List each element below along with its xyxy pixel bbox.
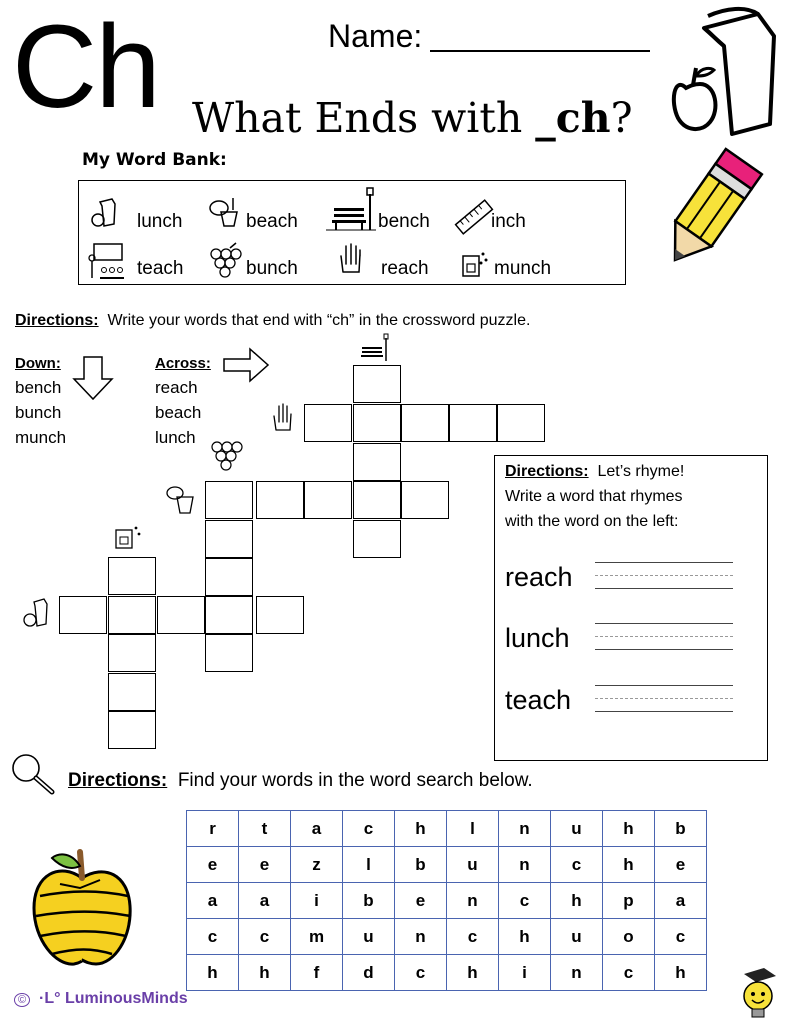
lunch-bag-apple-icon [666,6,781,134]
crossword-cell[interactable] [108,557,156,595]
word-search-letter[interactable]: u [551,811,603,847]
word-search-letter[interactable]: d [343,955,395,991]
crossword-cell[interactable] [205,481,253,519]
crossword-cell[interactable] [205,520,253,558]
munch-icon [114,524,142,552]
word-search-letter[interactable]: a [291,811,343,847]
word-search-letter[interactable]: n [447,883,499,919]
rhyme-answer-line[interactable] [595,685,733,686]
page-title: What Ends with _ch? [192,94,633,142]
footer-logo [14,990,188,1008]
word-search-letter[interactable]: l [343,847,395,883]
grapes-icon [206,242,244,282]
lunch-bag-icon [90,196,120,228]
down-word-2: bunch [15,403,62,422]
word-search-letter[interactable]: c [343,811,395,847]
word-search-letter[interactable]: z [291,847,343,883]
word-search-row [187,811,707,847]
crossword-cell[interactable] [304,404,352,442]
word-search-grid [186,810,707,991]
across-word-3: lunch [155,428,196,447]
crossword-cell[interactable] [256,481,304,519]
rhyme-answer-line[interactable] [595,711,733,712]
word-search-letter[interactable]: i [499,955,551,991]
logo-text: LuminousMinds [64,990,188,1007]
word-search-letter[interactable]: m [291,919,343,955]
word-search-letter[interactable]: c [187,919,239,955]
word-search-letter[interactable]: h [395,811,447,847]
word-search-row [187,955,707,991]
word-search-letter[interactable]: h [655,955,707,991]
bench-icon [326,186,376,230]
crossword-cell[interactable] [353,520,401,558]
crossword-cell[interactable] [304,481,352,519]
word-search-letter[interactable]: r [187,811,239,847]
word-search-letter[interactable]: a [655,883,707,919]
word-search-letter[interactable]: c [395,955,447,991]
word-inch: inch [491,211,526,232]
teacher-icon [86,242,126,282]
word-search-letter[interactable]: c [499,883,551,919]
word-search-letter[interactable]: i [291,883,343,919]
crossword-cell[interactable] [108,634,156,672]
crossword-cell[interactable] [205,596,253,634]
word-search-letter[interactable]: n [551,955,603,991]
word-search-letter[interactable]: u [343,919,395,955]
word-search-letter[interactable]: h [187,955,239,991]
big-letters: Ch [12,1,159,133]
crossword-cell[interactable] [401,404,449,442]
yellow-apple-icon [30,844,134,968]
down-word-3: munch [15,428,67,447]
word-search-letter[interactable]: e [395,883,447,919]
name-label: Name: [328,18,423,54]
word-bunch: bunch [246,258,298,279]
word-search-letter[interactable]: n [499,811,551,847]
crossword-cell[interactable] [108,673,156,711]
word-search-letter[interactable]: c [655,919,707,955]
across-word-1: reach [155,378,198,397]
down-label: Down: [15,355,61,372]
rhyme-guide-line [595,698,733,699]
word-search-letter[interactable]: c [239,919,291,955]
word-lunch: lunch [137,211,183,232]
crossword-cell[interactable] [401,481,449,519]
word-search-letter[interactable]: p [603,883,655,919]
down-arrow-icon [72,355,114,401]
word-search-letter[interactable]: t [239,811,291,847]
rhyme-guide-line [595,575,733,576]
munch-icon [461,250,489,278]
rhyme-answer-line[interactable] [595,562,733,563]
hand-icon [270,402,294,434]
crossword-cell[interactable] [157,596,205,634]
lunch-bag-icon [22,596,52,630]
word-teach: teach [137,258,184,279]
word-search-letter[interactable]: h [239,955,291,991]
across-label: Across: [155,355,211,372]
word-search-row [187,919,707,955]
word-search-letter[interactable]: u [447,847,499,883]
crossword-cell[interactable] [353,404,401,442]
word-search-letter[interactable]: n [499,847,551,883]
rhyme-answer-line[interactable] [595,623,733,624]
hand-icon [337,242,363,276]
across-arrow-icon [222,347,270,383]
crossword-cell[interactable] [205,634,253,672]
rhyme-directions-line2: Write a word that rhymes [505,488,683,505]
crossword-cell[interactable] [108,596,156,634]
word-search-letter[interactable]: h [447,955,499,991]
rhyme-word-lunch: lunch [505,623,570,653]
crossword-cell[interactable] [353,481,401,519]
word-search-row [187,883,707,919]
word-search-letter[interactable]: a [187,883,239,919]
crossword-directions: Directions: Write your words that end with “ch” in the crossword puzzle. [15,312,531,329]
rhyme-guide-line [595,636,733,637]
crossword-cell[interactable] [449,404,497,442]
word-search-row [187,847,707,883]
lightbulb-mascot-icon [734,966,780,1022]
word-search-letter[interactable]: f [291,955,343,991]
word-search-letter[interactable]: h [603,847,655,883]
ruler-icon [455,200,493,234]
rhyme-answer-line[interactable] [595,588,733,589]
pencil-icon [650,145,770,275]
crossword-cell[interactable] [353,443,401,481]
down-word-1: bench [15,378,62,397]
word-search-letter[interactable]: o [603,919,655,955]
grapes-icon [207,435,243,473]
word-search-letter[interactable]: l [447,811,499,847]
word-search-letter[interactable]: b [655,811,707,847]
crossword-cell[interactable] [353,365,401,403]
word-search-letter[interactable]: n [395,919,447,955]
word-beach: beach [246,211,298,232]
crossword-cell[interactable] [205,558,253,596]
word-search-letter[interactable]: h [603,811,655,847]
beach-bucket-icon [165,483,199,515]
bench-icon [358,333,390,363]
rhyme-directions: Directions: Let’s rhyme! [505,463,685,480]
word-reach: reach [381,258,429,279]
word-search-letter[interactable]: c [447,919,499,955]
word-munch: munch [494,258,552,279]
word-search-letter[interactable]: b [395,847,447,883]
word-search-letter[interactable]: h [499,919,551,955]
magnifier-icon [10,752,56,796]
crossword-cell[interactable] [256,596,304,634]
word-search-letter[interactable]: e [187,847,239,883]
crossword-cell[interactable] [497,404,545,442]
across-word-2: beach [155,403,202,422]
wordsearch-directions: Directions: Find your words in the word search below. [68,770,533,791]
logo-mark: ·L° [39,990,61,1007]
beach-bucket-icon [207,196,243,228]
word-search-letter[interactable]: u [551,919,603,955]
crossword-cell[interactable] [59,596,107,634]
rhyme-word-teach: teach [505,685,572,715]
word-search-letter[interactable]: c [551,847,603,883]
word-search-letter[interactable]: b [343,883,395,919]
copyright-symbol: © [14,993,30,1007]
name-field-line[interactable] [430,50,650,52]
rhyme-answer-line[interactable] [595,649,733,650]
word-bench: bench [378,211,430,232]
word-search-letter[interactable]: h [551,883,603,919]
rhyme-word-reach: reach [505,562,573,592]
word-search-letter[interactable]: e [655,847,707,883]
word-bank-label: My Word Bank: [82,150,227,170]
crossword-cell[interactable] [108,711,156,749]
rhyme-directions-line3: with the word on the left: [505,513,679,530]
word-search-letter[interactable]: c [603,955,655,991]
word-search-letter[interactable]: a [239,883,291,919]
word-search-letter[interactable]: e [239,847,291,883]
